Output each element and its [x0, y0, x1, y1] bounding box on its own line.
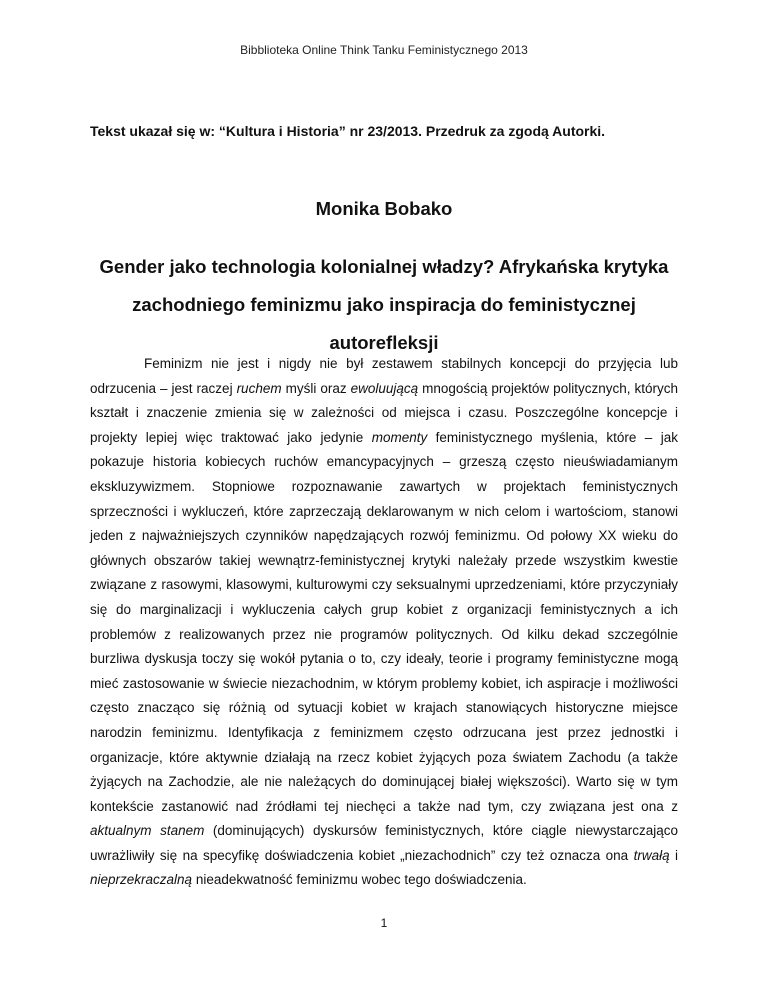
text-run: mnogością projektów politycznych, których kształt i znaczenie zmienia się w zależności od miejsca i czasu. Poszczególne koncepcje i projekty lepiej więc traktować jako jedynie: [90, 380, 678, 445]
body-paragraph: [90, 352, 678, 893]
emphasis-run: trwałą: [633, 847, 670, 863]
article-title: Gender jako technologia kolonialnej władzy? Afrykańska krytyka zachodniego feminizmu jako inspiracja do feministycznej autorefleksji: [99, 256, 669, 353]
emphasis-run: ruchem: [236, 380, 282, 396]
page-number: 1: [380, 916, 388, 930]
text-run: nieadekwatność feminizmu wobec tego doświadczenia.: [192, 872, 527, 888]
article-body: [90, 352, 678, 893]
emphasis-run: aktualnym stanem: [90, 823, 205, 839]
publication-notice: Tekst ukazał się w: “Kultura i Historia” nr 23/2013. Przedruk za zgodą Autorki.: [90, 123, 606, 139]
text-run: myśli oraz: [281, 380, 351, 396]
text-run: i: [669, 847, 679, 863]
running-header: Bibblioteka Online Think Tanku Feministycznego 2013: [240, 43, 528, 57]
text-run: (dominujących) dyskursów feministycznych, które ciągle niewystarczająco uwrażliwiły się na specyfikę doświadczenia kobiet „niezachodnich” czy też oznacza ona: [90, 823, 678, 863]
text-run: feministycznego myślenia, które – jak pokazuje historia kobiecych ruchów emancypacyjnych – grzeszą często nieuświadamianym ekskluzywizmem. Stopniowe rozpoznawanie zawartych w projektach feministycznych sprzeczności i wykluczeń, które zaprzeczają deklarowanym w nich celom i wartościom, stanowi jeden z najważniejszych czynników napędzających rozwój feminizmu. Od połowy XX wieku do głównych obszarów takiej wewnątrz-feministycznej krytyki należały przede wszystkim kwestie związane z rasowymi, klasowymi, kulturowymi czy seksualnymi uprzedzeniami, które przyczyniały się do marginalizacji i wykluczenia całych grup kobiet z organizacji feministycznych a ich problemów z realizowanych przez nie programów politycznych. Od kilku dekad szczególnie burzliwa dyskusja toczy się wokół pytania o to, czy ideały, teorie i programy feministyczne mogą mieć zastosowanie w świecie niezachodnim, w którym problemy kobiet, ich aspiracje i możliwości często znacząco się różnią od sytuacji kobiet w krajach stanowiących historyczne miejsce narodzin feminizmu. Identyfikacja z feminizmem często odrzucana jest przez jednostki i organizacje, które aktywnie działają na rzecz kobiet żyjących poza światem Zachodu (a także żyjących na Zachodzie, ale nie należących do dominującej białej większości). Warto się w tym kontekście zastanowić nad źródłami tej niechęci a także nad tym, czy związana jest ona z: [90, 429, 678, 814]
emphasis-run: ewoluującą: [350, 380, 419, 396]
text-run: Feminizm nie jest i nigdy nie był zestawem stabilnych koncepcji do przyjęcia lub odrzucenia – jest raczej: [90, 356, 678, 396]
emphasis-run: nieprzekraczalną: [90, 872, 193, 888]
author-name: Monika Bobako: [315, 198, 453, 219]
emphasis-run: momenty: [371, 429, 428, 445]
